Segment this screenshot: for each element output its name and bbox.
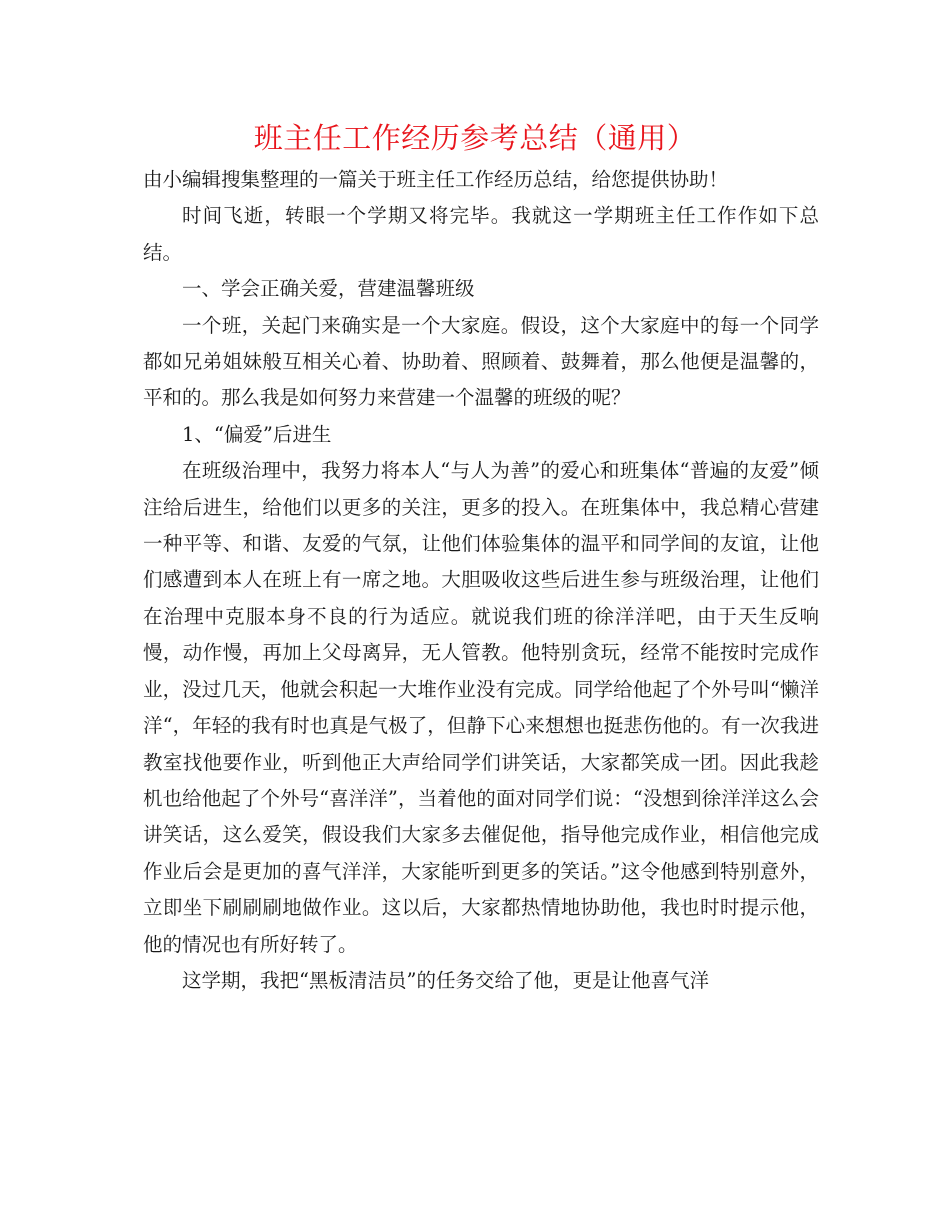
paragraph-student-story: 在班级治理中，我努力将本人“与人为善”的爱心和班集体“普遍的友爱”倾注给后进生，给他们以更多的关注，更多的投入。在班集体中，我总精心营建一种平等、和谐、友爱的气氛，让他们体验集体的温平和同学间的友谊，让他们感遭到本人在班上有一席之地。大胆吸收这些后进生参与班级治理，让他们在治理中克服本身不良的行为适应。就说我们班的徐洋洋吧，由于天生反响慢，动作慢，再加上父母离异，无人管教。他特别贪玩，经常不能按时完成作业，没过几天，他就会积起一大堆作业没有完成。同学给他起了个外号叫“懒洋洋“，年轻的我有时也真是气极了，但静下心来想想也挺悲伤他的。有一次我进教室找他要作业，听到他正大声给同学们讲笑话，大家都笑成一团。因此我趁机也给他起了个外号“喜洋洋”，当着他的面对同学们说：“没想到徐洋洋这么会讲笑话，这么爱笑，假设我们大家多去催促他，指导他完成作业，相信他完成作业后会是更加的喜气洋洋，大家能听到更多的笑话。”这令他感到特别意外，立即坐下刷刷刷地做作业。这以后，大家都热情地协助他，我也时时提示他，他的情况也有所好转了。 <box>143 459 819 956</box>
document-title: 班主任工作经历参考总结（通用） <box>253 121 697 155</box>
section-heading-1: 一、学会正确关爱，营建温馨班级 <box>182 277 475 301</box>
subheading-1: 1、“偏爱”后进生 <box>182 422 332 446</box>
paragraph-summary-lead: 时间飞逝，转眼一个学期又将完毕。我就这一学期班主任工作作如下总结。 <box>143 204 819 264</box>
document-body <box>143 162 819 999</box>
paragraph-blackboard-duty: 这学期，我把“黑板清洁员”的任务交给了他，更是让他喜气洋 <box>182 968 709 992</box>
paragraph-class-family: 一个班，关起门来确实是一个大家庭。假设，这个大家庭中的每一个同学都如兄弟姐妹般互相关心着、协助着、照顾着、鼓舞着，那么他便是温馨的，平和的。那么我是如何努力来营建一个温馨的班级的呢？ <box>143 313 819 410</box>
intro-paragraph: 由小编辑搜集整理的一篇关于班主任工作经历总结，给您提供协助！ <box>143 168 729 191</box>
